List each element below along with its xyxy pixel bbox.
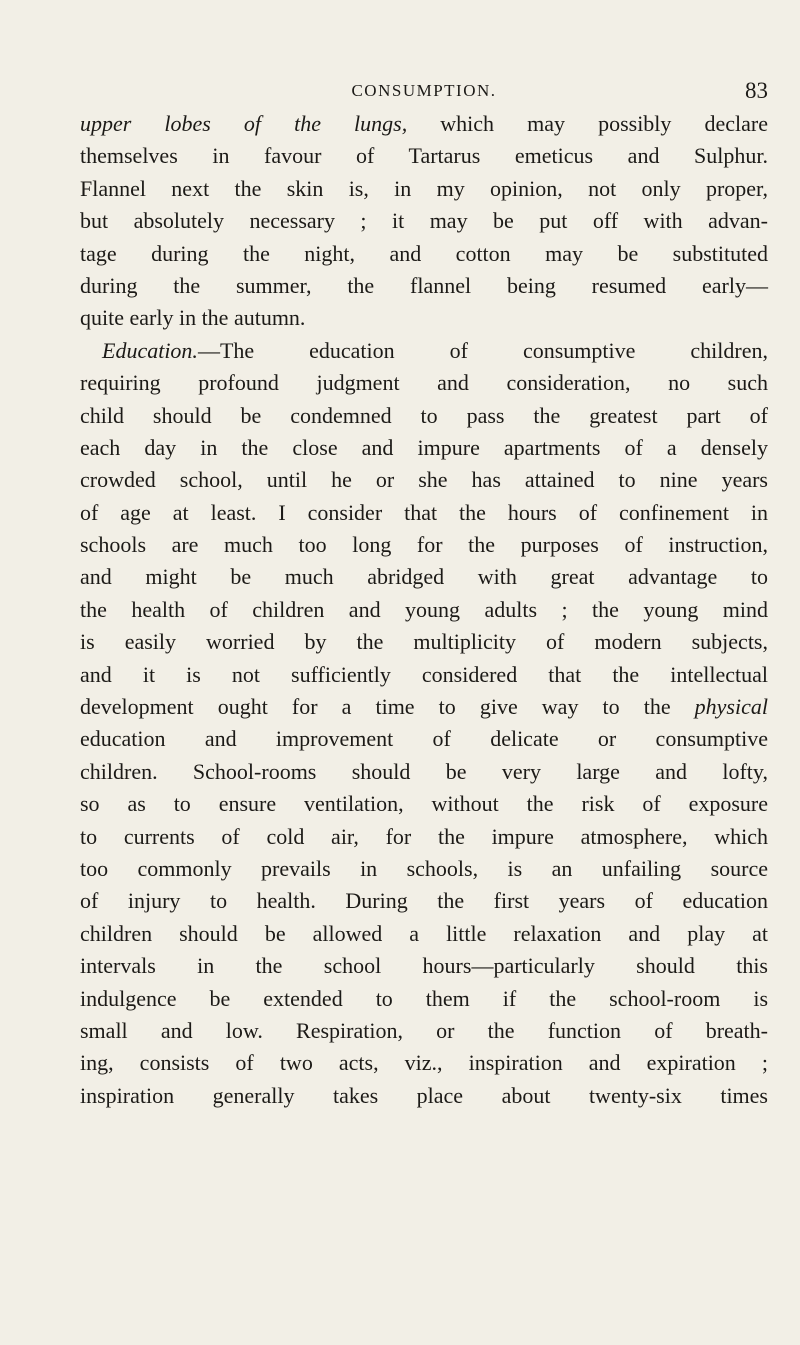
text-run: education and improvement of delicate or consumptive	[80, 726, 768, 752]
text-run: children should be allowed a little relaxation and play at	[80, 920, 768, 946]
text-run: inspiration generally takes place about twenty-six times	[80, 1082, 768, 1108]
text-line	[80, 367, 768, 399]
text-run: to currents of cold air, for the impure atmosphere, which	[80, 823, 768, 849]
text-run: which may possibly declare	[407, 111, 768, 136]
text-run: child should be condemned to pass the greatest part of	[80, 402, 768, 428]
text-run: children. School-rooms should be very large and lofty,	[80, 758, 768, 784]
text-run: —The education of consumptive children,	[197, 337, 768, 363]
text-line	[80, 691, 768, 723]
text-line	[80, 821, 768, 853]
text-line	[80, 723, 768, 755]
text-line	[80, 108, 768, 140]
text-line	[80, 432, 768, 464]
italic-text: upper lobes of the lungs,	[80, 111, 408, 136]
text-line	[80, 529, 768, 561]
italic-text: physical	[694, 694, 768, 720]
text-run: during the summer, the flannel being resumed early—	[80, 272, 768, 298]
text-line	[80, 983, 768, 1015]
text-run: and might be much abridged with great advantage to	[80, 564, 768, 590]
text-run: small and low. Respiration, or the function of breath-	[80, 1017, 768, 1043]
text-run: themselves in favour of Tartarus emeticus and Sulphur.	[80, 143, 768, 169]
text-line	[80, 950, 768, 982]
text-run: development ought for a time to give way to the	[80, 694, 695, 720]
text-run: schools are much too long for the purposes of instruction,	[80, 532, 768, 558]
text-run: of age at least. I consider that the hours of confinement in	[80, 499, 768, 525]
text-run: intervals in the school hours—particularly should this	[80, 953, 768, 979]
text-line	[80, 464, 768, 496]
text-line	[80, 659, 768, 691]
body-text	[80, 108, 768, 1112]
italic-text: Education.	[102, 337, 198, 363]
text-run: quite early in the autumn.	[80, 305, 306, 331]
text-line	[80, 140, 768, 172]
text-run: and it is not sufficiently considered that the intellectual	[80, 661, 768, 687]
page-number: 83	[745, 78, 768, 103]
text-line	[80, 788, 768, 820]
text-run: but absolutely necessary ; it may be put off with advan-	[80, 208, 768, 234]
text-line	[80, 205, 768, 237]
text-run: indulgence be extended to them if the school-room is	[80, 985, 768, 1011]
text-line	[80, 1015, 768, 1047]
text-line	[80, 400, 768, 432]
text-line	[80, 918, 768, 950]
text-line	[80, 756, 768, 788]
text-run: of injury to health. During the first years of education	[80, 888, 768, 914]
text-run: is easily worried by the multiplicity of modern subjects,	[80, 629, 768, 655]
text-line	[80, 497, 768, 529]
text-line	[80, 173, 768, 205]
running-head	[80, 78, 768, 108]
text-run: so as to ensure ventilation, without the risk of exposure	[80, 791, 768, 817]
text-run: too commonly prevails in schools, is an unfailing source	[80, 855, 768, 881]
text-run: Flannel next the skin is, in my opinion, not only proper,	[80, 175, 768, 201]
text-run: ing, consists of two acts, viz., inspiration and expiration ;	[80, 1050, 768, 1076]
text-line	[80, 594, 768, 626]
running-title: CONSUMPTION.	[351, 81, 497, 100]
text-run: the health of children and young adults ; the young mind	[80, 596, 768, 622]
text-line	[80, 853, 768, 885]
text-run: each day in the close and impure apartments of a densely	[80, 434, 768, 460]
text-line	[80, 1047, 768, 1079]
text-run: tage during the night, and cotton may be substituted	[80, 240, 768, 266]
text-line	[80, 626, 768, 658]
text-line	[80, 561, 768, 593]
text-line	[80, 302, 768, 334]
text-line	[80, 335, 768, 367]
text-run: crowded school, until he or she has attained to nine years	[80, 467, 768, 493]
text-line	[80, 1080, 768, 1112]
text-line	[80, 270, 768, 302]
text-line	[80, 885, 768, 917]
text-run: requiring profound judgment and consideration, no such	[80, 370, 768, 396]
text-line	[80, 238, 768, 270]
